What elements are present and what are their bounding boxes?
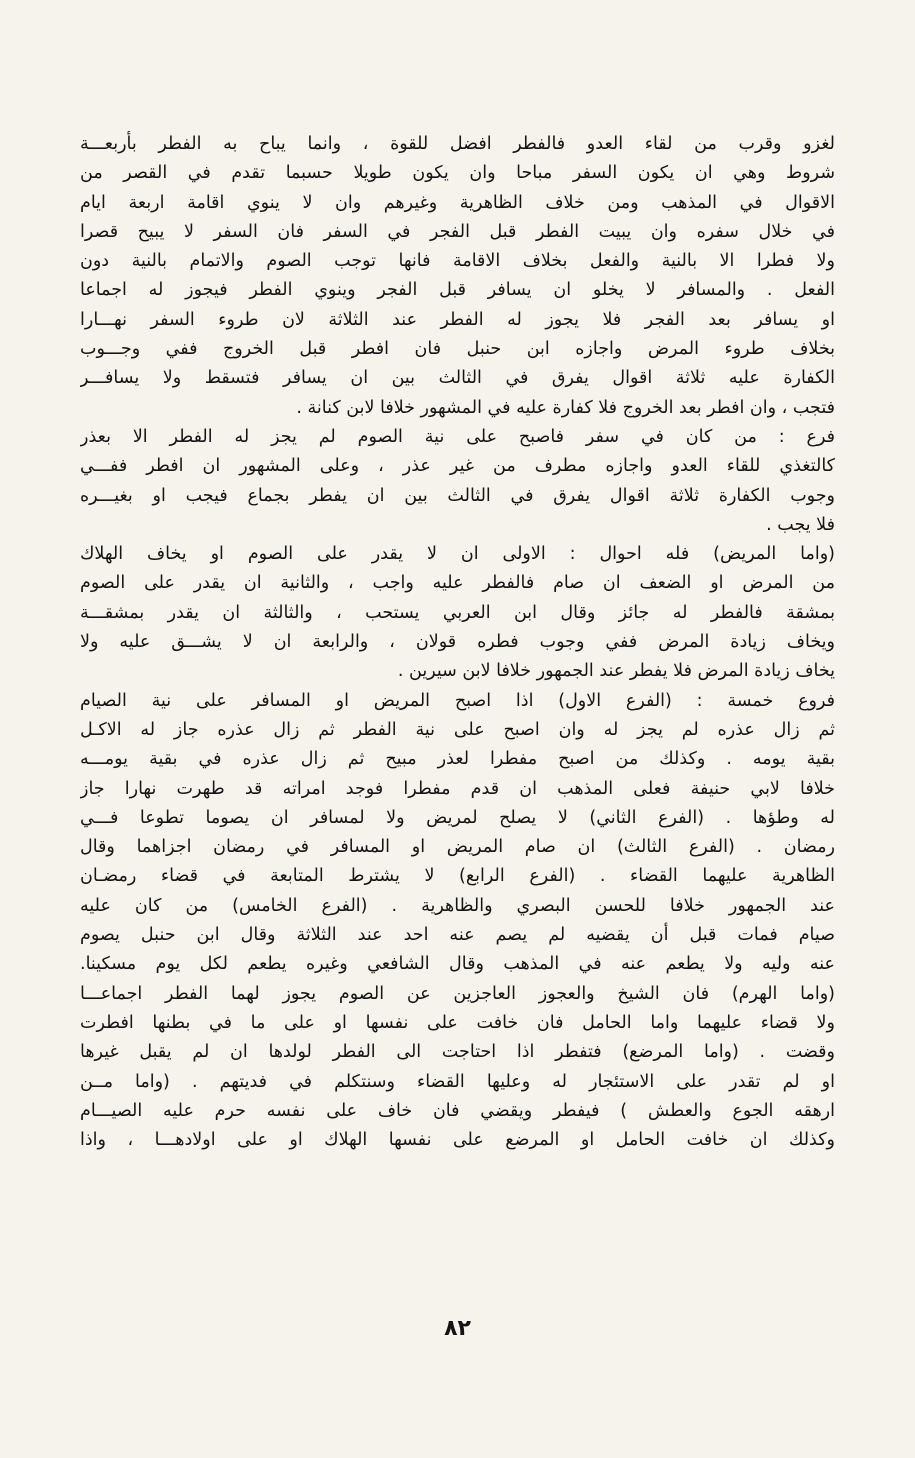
text-line: او يسافر بعد الفجر فلا يجوز له الفطر عند الثلاثة لان طروء السفر نهـــارا	[80, 309, 835, 330]
text-line: يخاف زيادة المرض فلا يفطر عند الجمهور خلافا لابن سيرين .	[397, 661, 835, 682]
text-line: ثم زال عذره لم يجز له وان اصبح على نية الفطر ثم زال عذره جاز له الاكـل	[80, 719, 835, 740]
text-line: الكفارة عليه ثلاثة اقوال يفرق في الثالث بين ان يسافر فتسقط ولا يسافـــر	[80, 368, 835, 389]
text-line: صيام فمات قبل أن يقضيه لم يصم عنه احد عند الثلاثة وقال ابن حنبل يصوم	[80, 925, 835, 946]
body-text	[80, 130, 835, 1155]
text-line: له وطؤها . (الفرع الثاني) لا يصلح لمريض ولا لمسافر ان يصوما تطوعا فـــي	[80, 807, 835, 828]
text-line: الظاهرية عليهما القضاء . (الفرع الرابع) لا يشترط المتابعة في قضاء رمضـان	[80, 866, 835, 887]
text-line: كالتغذي للقاء العدو واجازه مطرف من غير عذر ، وعلى المشهور ان افطر ففـــي	[80, 456, 835, 477]
text-line: فلا يجب .	[766, 514, 835, 535]
text-line: وقضت . (واما المرضع) فتفطر اذا احتاجت الى الفطر لولدها ان لم يقبل غيرها	[80, 1042, 835, 1063]
text-line: عنه وليه ولا يطعم عنه في المذهب وقال الشافعي وغيره يطعم لكل يوم مسكينا.	[80, 954, 835, 975]
text-line: فرع : من كان في سفر فاصبح على نية الصوم لم يجز له الفطر الا بعذر	[80, 426, 835, 447]
text-line: لغزو وقرب من لقاء العدو فالفطر افضل للقوة ، وانما يباح به الفطر بأربعـــة	[80, 134, 835, 154]
text-line: ولا فطرا الا بالنية والفعل بخلاف الاقامة فانها توجب الصوم والاتمام بالنية دون	[80, 251, 835, 272]
text-line: شروط وهي ان يكون السفر مباحا وان يكون طويلا حسبما تقدم في القصر من	[80, 163, 835, 184]
text-line: بقية يومه . وكذلك من اصبح مفطرا لعذر مبيح ثم زال عذره في بقية يومـــه	[80, 749, 835, 770]
text-line: (واما المريض) فله احوال : الاولى ان لا يقدر على الصوم او يخاف الهلاك	[80, 544, 835, 565]
text-line: فتجب ، وان افطر بعد الخروج فلا كفارة عليه في المشهور خلافا لابن كنانة .	[296, 397, 835, 418]
text-line: (واما الهرم) فان الشيخ والعجوز العاجزين عن الصوم يجوز لهما الفطر اجماعـــا	[80, 983, 835, 1004]
text-line: ويخاف زيادة المرض ففي وجوب فطره قولان ، والرابعة ان لا يشـــق عليه ولا	[80, 632, 835, 653]
text-line: ارهقه الجوع والعطش ) فيفطر ويقضي فان خاف على نفسه حرم عليه الصيـــام	[80, 1100, 835, 1121]
text-line: فروع خمسة : (الفرع الاول) اذا اصبح المريض او المسافر على نية الصيام	[80, 690, 835, 711]
text-line: وكذلك ان خافت الحامل او المرضع على نفسها الهلاك او على اولادهـــا ، واذا	[80, 1130, 835, 1151]
text-line: بخلاف طروء المرض واجازه ابن حنبل فان افطر قبل الخروج ففي وجـــوب	[80, 339, 835, 360]
text-line: الاقوال في المذهب ومن خلاف الظاهرية وغيرهم وان لا ينوي اقامة اربعة ايام	[80, 192, 835, 213]
text-line: في خلال سفره وان يبيت الفطر قبل الفجر في السفر فان السفر لا يبيح قصرا	[80, 221, 835, 242]
text-line: خلافا لابي حنيفة فعلى المذهب ان قدم مفطرا فوجد امراته قد طهرت نهارا جاز	[80, 778, 835, 799]
text-line: او لم تقدر على الاستئجار له وعليها القضاء وسنتكلم في فديتهم . (واما مــن	[80, 1071, 835, 1092]
text-line: وجوب الكفارة ثلاثة اقوال يفرق في الثالث بين ان يفطر بجماع فيجب او بغيـــره	[80, 485, 835, 506]
text-line: بمشقة فالفطر له جائز وقال ابن العربي يستحب ، والثالثة ان يقدر بمشقـــة	[80, 602, 835, 623]
text-line: رمضان . (الفرع الثالث) ان صام المريض او المسافر في رمضان اجزاهما وقال	[80, 837, 835, 858]
text-line: عند الجمهور خلافا للحسن البصري والظاهرية . (الفرع الخامس) من كان عليه	[80, 895, 835, 916]
text-line: من المرض او الضعف ان صام فالفطر عليه واجب ، والثانية ان يقدر على الصوم	[80, 573, 835, 594]
text-line: الفعل . والمسافر لا يخلو ان يسافر قبل الفجر وينوي الفطر فيجوز له اجماعا	[80, 280, 835, 301]
page-number: ٨٢	[444, 1316, 471, 1341]
text-line: ولا قضاء عليهما واما الحامل فان خافت على نفسها او على ما في بطنها افطرت	[80, 1012, 835, 1033]
